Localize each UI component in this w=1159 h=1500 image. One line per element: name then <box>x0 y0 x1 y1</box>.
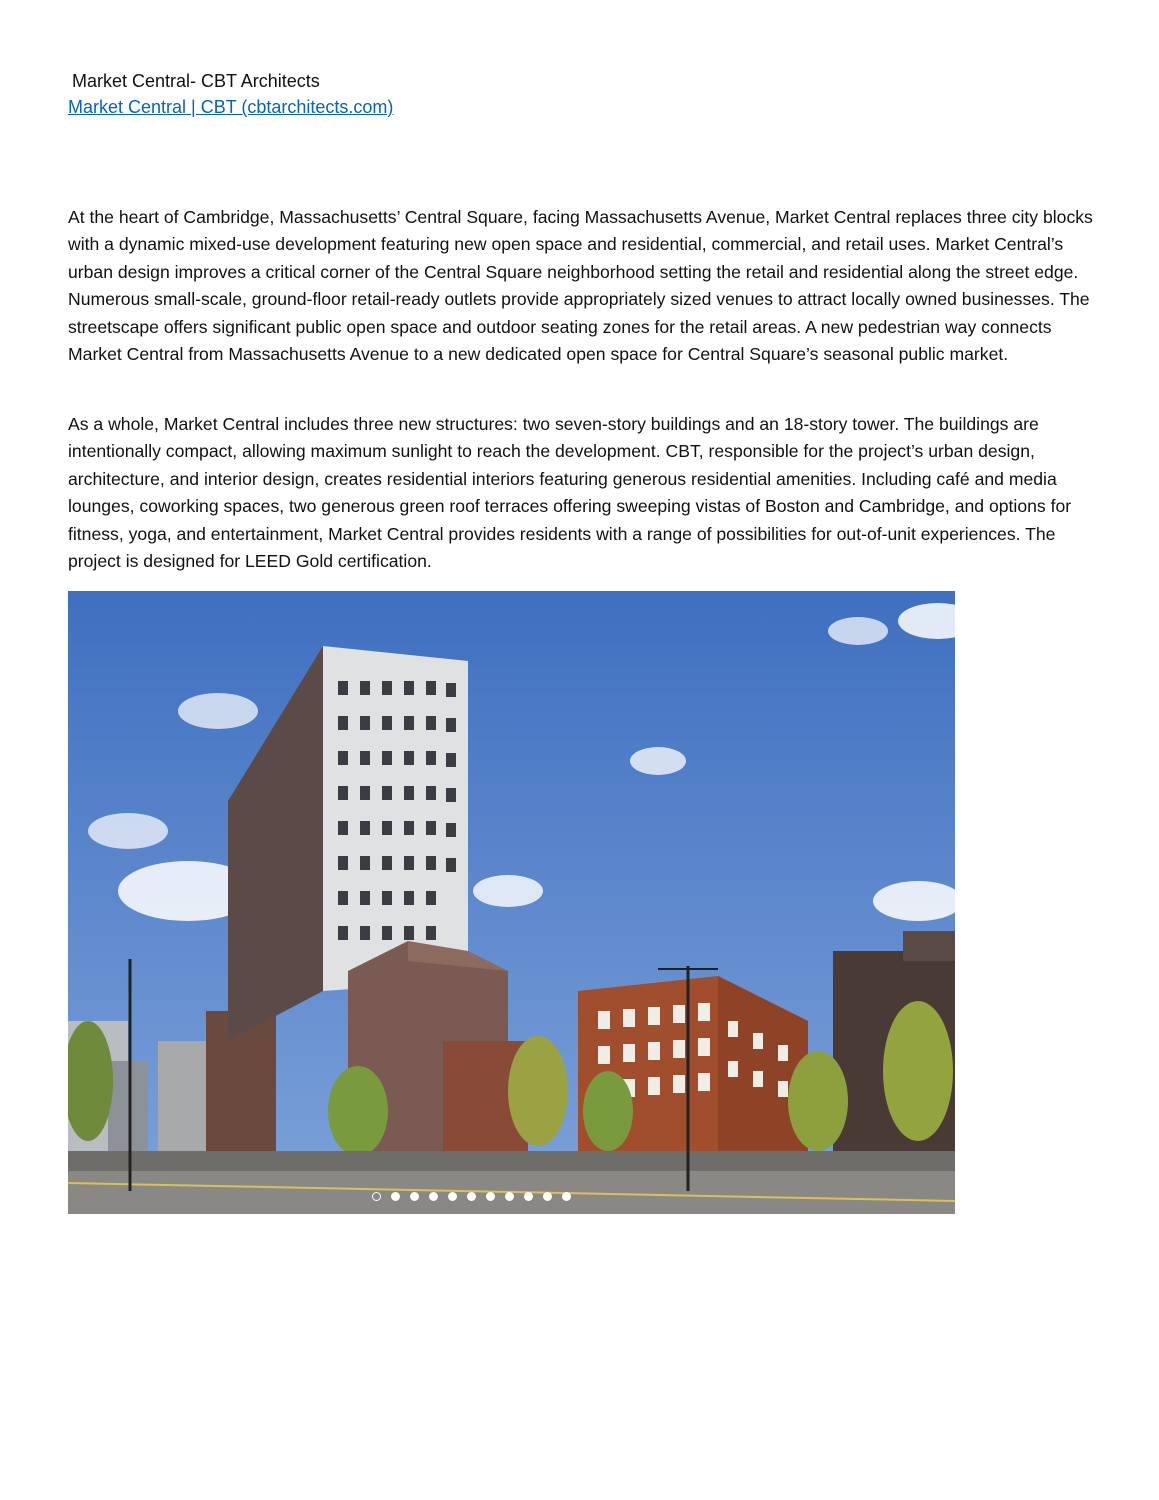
carousel-dot[interactable] <box>448 1192 457 1201</box>
paragraph-intro: At the heart of Cambridge, Massachusetts’ Central Square, facing Massachusetts Avenue, Market Central replaces three city blocks with a dynamic mixed-use development featuring new open space and residential, commercial, and retail uses. Market Central’s urban design improves a critical corner of the Central Square neighborhood setting the retail and residential along the street edge. Numerous small-scale, ground-floor retail-ready outlets provide appropriately sized venues to attract locally owned businesses. The streetscape offers significant public open space and outdoor seating zones for the retail areas. A new pedestrian way connects Market Central from Massachusetts Avenue to a new dedicated open space for Central Square’s seasonal public market. <box>68 207 1093 365</box>
carousel-dot[interactable] <box>505 1192 514 1201</box>
paragraph-structures: As a whole, Market Central includes three new structures: two seven-story buildings and an 18-story tower. The buildings are intentionally compact, allowing maximum sunlight to reach the development. CBT, responsible for the project’s urban design, architecture, and interior design, creates residential interiors featuring generous residential amenities. Including café and media lounges, coworking spaces, two generous green roof terraces offering sweeping vistas of Boston and Cambridge, and options for fitness, yoga, and entertainment, Market Central provides residents with a range of possibilities for out-of-unit experiences. The project is designed for LEED Gold certification. <box>68 414 1072 572</box>
source-link[interactable]: Market Central | CBT (cbtarchitects.com) <box>68 97 394 117</box>
building-photo <box>68 591 955 1214</box>
carousel-dot[interactable] <box>372 1192 381 1201</box>
carousel-dots <box>68 1192 955 1201</box>
carousel-dot[interactable] <box>543 1192 552 1201</box>
page-title: Market Central- CBT Architects <box>72 71 320 91</box>
carousel-dot[interactable] <box>391 1192 400 1201</box>
building-photo-illustration <box>68 591 955 1214</box>
carousel-dot[interactable] <box>467 1192 476 1201</box>
carousel-dot[interactable] <box>524 1192 533 1201</box>
carousel-dot[interactable] <box>429 1192 438 1201</box>
carousel-dot[interactable] <box>486 1192 495 1201</box>
carousel-dot[interactable] <box>410 1192 419 1201</box>
carousel-dot[interactable] <box>562 1192 571 1201</box>
